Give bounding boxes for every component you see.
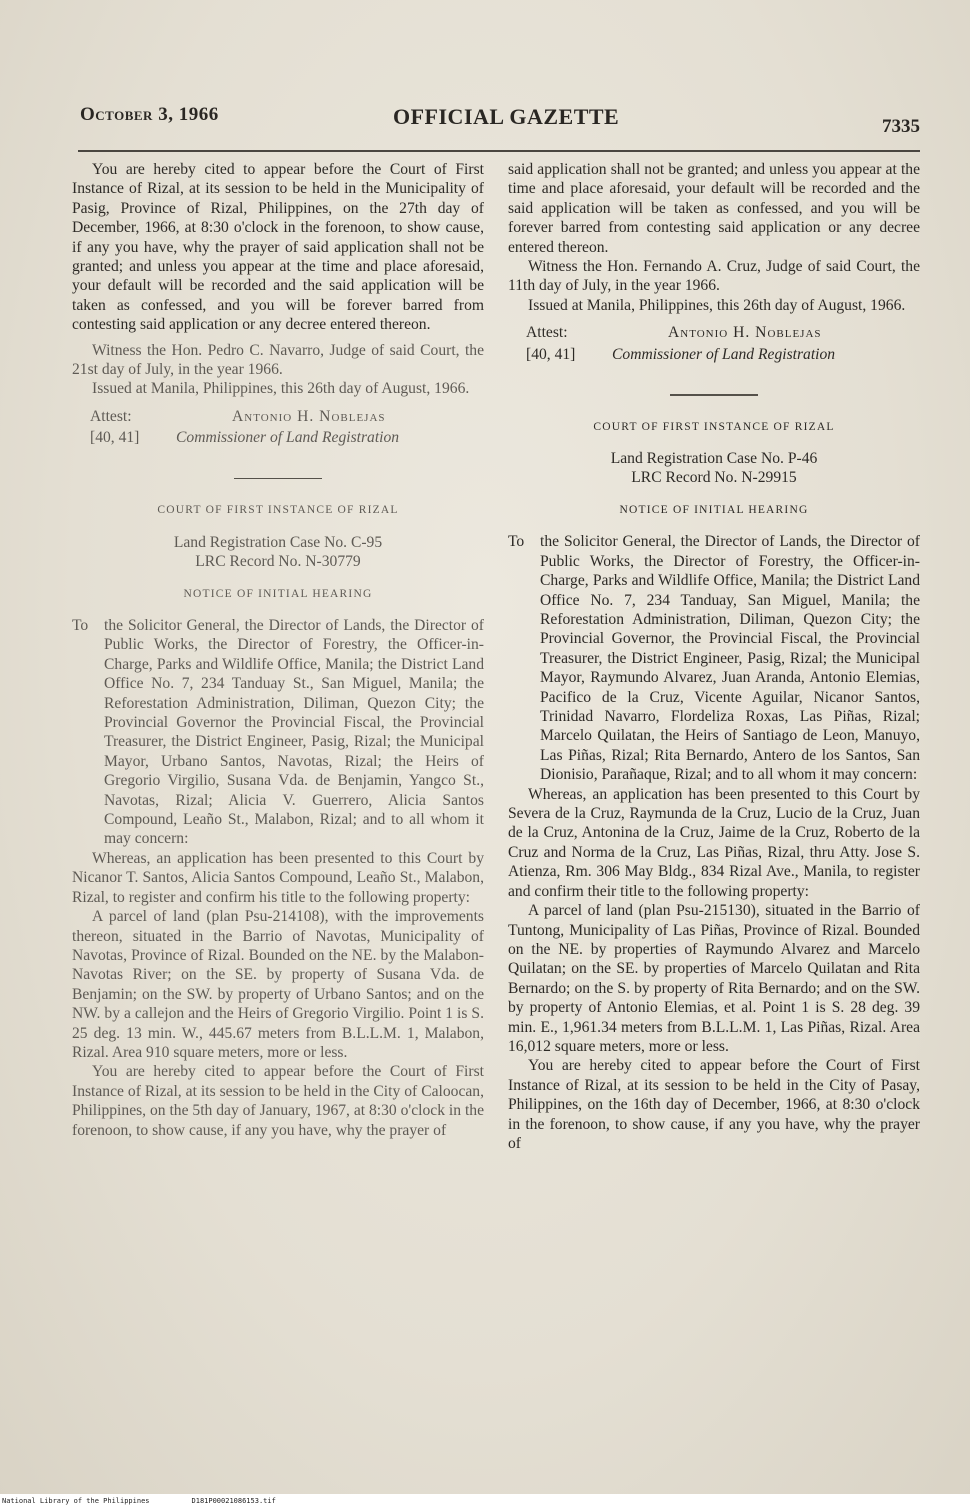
left-case-number: Land Registration Case No. C-95 <box>173 533 383 551</box>
left-addressees <box>72 616 484 849</box>
page-number: 7335 <box>882 116 920 137</box>
right-attest-label: Attest: <box>526 324 568 342</box>
right-attest-name: Antonio H. Noblejas <box>668 324 822 342</box>
issue-date: October 3, 1966 <box>80 104 219 125</box>
right-parcel: A parcel of land (plan Psu-215130), situated in the Barrio of Tuntong, Municipality of Las Piñas, Province of Rizal. Bounded on the NE. by properties of Raymundo Alvarez and Marcelo Quilatan; on the SE. by properties of Marcelo Quilatan and Rita Bernardo; on the S. by property of Rita Bernardo; and on the SW. by property of Antonio Elemias, et al. Point 1 is S. 28 deg. 39 min. E., 1,961.34 meters from B.L.L.M. 1, Las Piñas, Rizal. Area 16,012 square meters, more or less. <box>508 902 920 1055</box>
right-court-title: COURT OF FIRST INSTANCE OF RIZAL <box>593 420 835 433</box>
right-notice-title: NOTICE OF INITIAL HEARING <box>619 503 809 516</box>
scan-footer <box>0 1494 970 1508</box>
right-whereas: Whereas, an application has been presented to this Court by Severa de la Cruz, Raymunda de la Cruz, Lucio de la Cruz, Juan de la Cruz, Antonina de la Cruz, Jaime de la Cruz, Roberto de la Cruz and Norma de la Cruz, Las Piñas, Rizal, thru Atty. Jose S. Atienza, Rm. 306 May Bldg., 834 Rizal Ave., Manila, to register and confirm their title to the following property: <box>508 785 920 900</box>
right-record-number: LRC Record No. N-29915 <box>631 468 797 486</box>
left-section-divider <box>234 478 322 480</box>
left-record-number: LRC Record No. N-30779 <box>195 552 361 570</box>
left-to-label: To <box>72 617 89 634</box>
footer-file: D181P00021086153.tif <box>191 1497 276 1505</box>
right-addressees <box>508 532 920 784</box>
right-attest-title: Commissioner of Land Registration <box>612 345 836 363</box>
right-continuation: said application shall not be granted; and unless you appear at the time and place aforesaid, your default will be recorded and the said application will be taken as confessed, and you will be forever barred from contesting said application or any decree entered thereon. <box>508 161 920 256</box>
left-column <box>72 160 484 1140</box>
left-ref: [40, 41] <box>90 429 140 447</box>
right-case-number: Land Registration Case No. P-46 <box>610 449 818 467</box>
left-witness: Witness the Hon. Pedro C. Navarro, Judge of said Court, the 21st day of July, in the year 1966. <box>72 341 484 379</box>
right-section-divider <box>670 394 758 396</box>
publication-title: OFFICIAL GAZETTE <box>393 104 620 129</box>
right-attest-block <box>508 323 920 364</box>
left-whereas: Whereas, an application has been presented to this Court by Nicanor T. Santos, Alicia Santos Compound, Leaño St., Malabon, Rizal, to register and confirm his title to the following property: <box>72 849 484 906</box>
right-addressees-text: the Solicitor General, the Director of Lands, the Director of Public Works, the Director of Forestry, the Officer-in-Charge, Parks and Wildlife Office, Manila; the District Land Office No. 7, 234 Tanduay, San Miguel, Manila; the Reforestation Administration, Diliman, Quezon City; the Provincial Governor, the Provincial Fiscal, the Provincial Treasurer, the District Engineer, Pasig, Rizal; the Municipal Mayor, Raymundo Alvarez, Juan Aranda, Antonio Elemias, Pacifico de la Cruz, Vicente Aguilar, Nicanor Santos, Trinidad Navarro, Flordeliza Roxas, Las Piñas, Rizal; Marcelo Quilatan, the Heirs of Santiago de Leon, Manuyo, Las Piñas, Rizal; Rita Bernardo, Antero de los Santos, San Dionisio, Parañaque, Rizal; and to all whom it may concern: <box>540 533 920 784</box>
right-ref: [40, 41] <box>526 345 576 363</box>
left-intro-paragraph: You are hereby cited to appear before the Court of First Instance of Rizal, at its session to be held in the Municipality of Pasig, Province of Rizal, Philippines, on the 27th day of December, 1966, at 8:30 o'clock in the forenoon, to show cause, if any you have, why the prayer of said application shall not be granted; and unless you appear at the time and place aforesaid, your default will be recorded and the said application will be taken as confessed, and you will be forever barred from contesting said application or any decree entered thereon. <box>72 161 484 334</box>
left-court-title: COURT OF FIRST INSTANCE OF RIZAL <box>157 504 399 517</box>
header-rule <box>78 150 920 152</box>
left-attest-name: Antonio H. Noblejas <box>232 407 386 425</box>
left-attest-title: Commissioner of Land Registration <box>176 429 400 447</box>
right-cited: You are hereby cited to appear before the Court of First Instance of Rizal, at its session to be held in the City of Pasay, Philippines, on the 16th day of December, 1966, at 8:30 o'clock in the forenoon, to show cause, if any you have, why the prayer of <box>508 1057 920 1152</box>
right-witness: Witness the Hon. Fernando A. Cruz, Judge of said Court, the 11th day of July, in the year 1966. <box>508 258 920 295</box>
right-to-label: To <box>508 533 525 551</box>
right-issued: Issued at Manila, Philippines, this 26th day of August, 1966. <box>528 296 906 314</box>
left-cited: You are hereby cited to appear before the Court of First Instance of Rizal, at its session to be held in the City of Caloocan, Philippines, on the 5th day of January, 1967, at 8:30 o'clock in the forenoon, to show cause, if any you have, why the prayer of <box>72 1063 484 1139</box>
left-issued: Issued at Manila, Philippines, this 26th day of August, 1966. <box>92 380 470 398</box>
left-notice-title: NOTICE OF INITIAL HEARING <box>183 587 373 600</box>
left-parcel: A parcel of land (plan Psu-214108), with the improvements thereon, situated in the Barrio of Navotas, Municipality of Navotas, Province of Rizal. Bounded on the NE. by the Malabon-Navotas River; on the SE. by property of Susana Vda. de Benjamin; on the SW. by property of Urbano Santos; and on the NW. by a callejon and the Heirs of Gregorio Virgilio. Point 1 is S. 25 deg. 13 min. W., 445.67 meters from B.L.L.M. 1, Malabon, Rizal. Area 910 square meters, more or less. <box>72 908 484 1061</box>
left-attest-block <box>72 407 484 448</box>
left-addressees-text: the Solicitor General, the Director of Lands, the Director of Public Works, the Director of Forestry, the Officer-in-Charge, Parks and Wildlife Office, Manila; the District Land Office No. 7, 234 Tanduay St., San Miguel, Manila; the Reforestation Administration, Diliman, Quezon City; the Provincial Governor the Provincial Fiscal, the Provincial Treasurer, the District Engineer, Pasig, Rizal; the Municipal Mayor, Urbano Santos, Navotas, Rizal; the Heirs of Gregorio Virgilio, Susana Vda. de Benjamin, Yangco St., Navotas, Rizal; Alicia V. Guerrero, Alicia Santos Compound, Leaño St., Malabon, Rizal; and to all whom it may concern: <box>104 617 484 848</box>
footer-library: National Library of the Philippines <box>2 1497 150 1505</box>
right-column <box>508 160 920 1153</box>
left-attest-label: Attest: <box>90 407 132 425</box>
